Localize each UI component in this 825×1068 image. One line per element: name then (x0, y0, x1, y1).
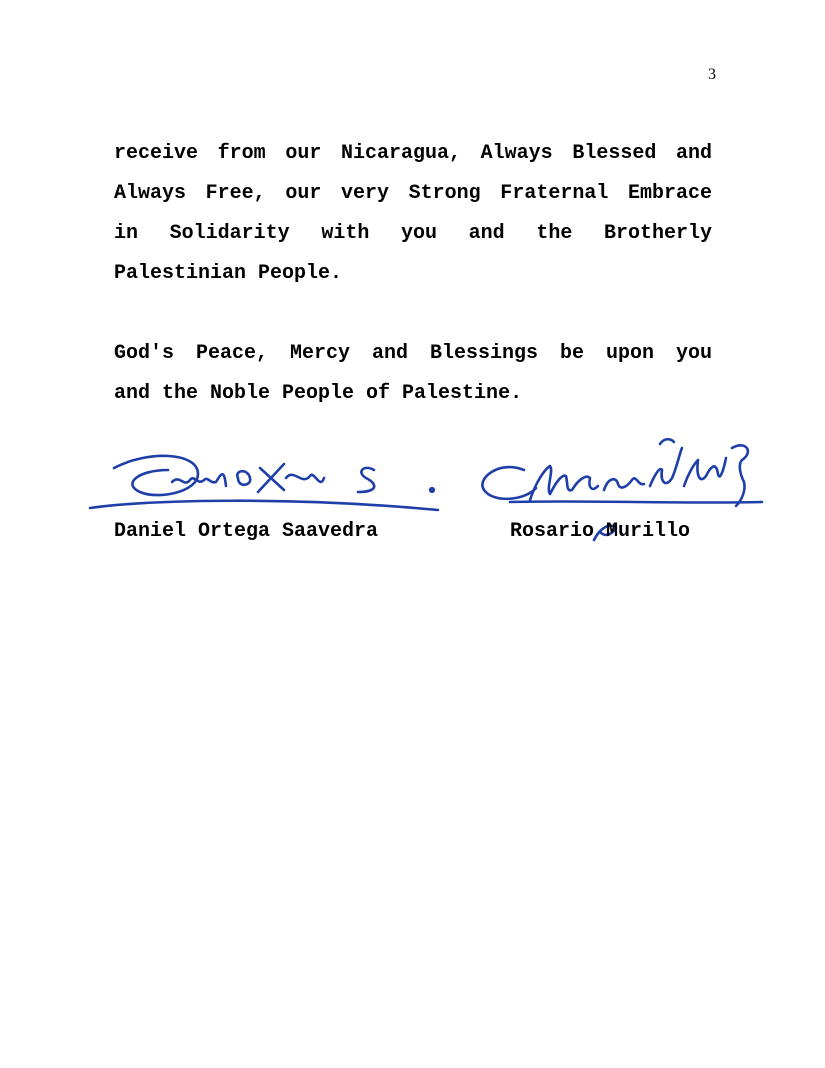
signature-block-right (470, 430, 770, 550)
handwritten-signature-left (88, 430, 448, 525)
paragraph-line: receive from our Nicaragua, Always Blessed and (114, 142, 712, 165)
page-number: 3 (708, 66, 716, 83)
paragraph-line: God's Peace, Mercy and Blessings be upon you (114, 342, 712, 365)
paragraph-line: in Solidarity with you and the Brotherly (114, 222, 712, 245)
closing-paragraph (114, 134, 712, 294)
paragraph-line: Always Free, our very Strong Fraternal Embrace (114, 182, 712, 205)
signature-block-left (88, 430, 448, 550)
signatory-name: Daniel Ortega Saavedra (114, 520, 379, 543)
blessing-paragraph (114, 334, 712, 414)
paragraph-line: Palestinian People. (114, 262, 343, 285)
paragraph-line: and the Noble People of Palestine. (114, 382, 523, 405)
signatory-name: Rosario Murillo (510, 520, 691, 543)
